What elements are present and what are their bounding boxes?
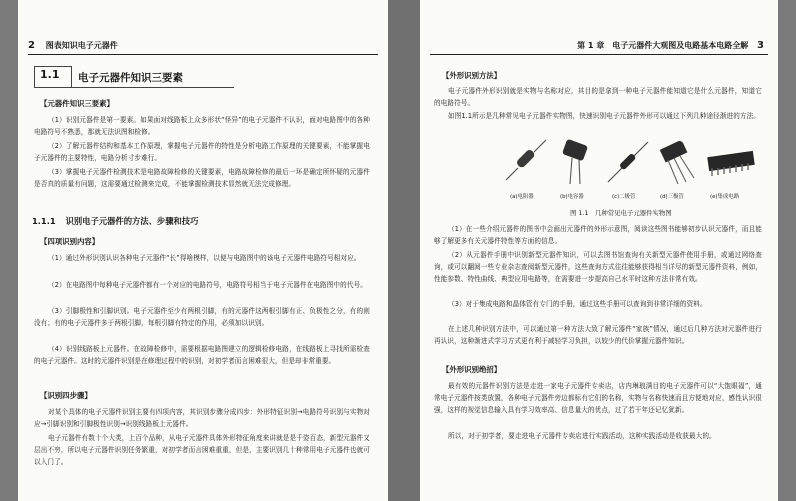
chapter-head: 第 1 章 电子元器件大观图及电路基本电路全解 xyxy=(577,41,749,50)
paragraph: （3）引脚极性和引脚识别。电子元器件至少有两根引脚，有的元器件这两根引脚有正、负极性之分，有的则没有；有的电子元器件多于两根引脚，每根引脚有特定的作用，必须加以识别。 xyxy=(34,307,370,327)
paragraph: （1）识别元器件是第一要素。如果面对线路板上众多形状“怪异”的电子元器件不认识，面对电路图中的各种电路符号不熟悉，那就无法识图和检修。 xyxy=(34,116,370,136)
paragraph: （1）在一些介绍元器件的图书中会画出元器件的外形示意图，阅读这些图书能够初步认识元器件，而且能够了解更多有关元器件特性等方面的信息。 xyxy=(434,225,762,245)
transistor-icon xyxy=(654,138,698,188)
subsection-number: 1.1.1 xyxy=(32,216,56,226)
diode-icon xyxy=(606,138,650,188)
header-rule xyxy=(28,54,378,55)
figure-caption-d: (d)三极管 xyxy=(660,194,684,200)
paragraph: 所以，对于初学者，要走进电子元器件专卖店进行实践活动，这种实践活动是收获最大的。 xyxy=(448,432,716,440)
box-heading-four-steps: 【识别四步骤】 xyxy=(40,391,92,400)
page-number: 2 xyxy=(28,40,35,51)
book-gutter xyxy=(388,0,420,501)
right-page xyxy=(420,0,778,501)
subsection-heading xyxy=(32,215,198,227)
figure-caption-c: (c)二极管 xyxy=(612,194,636,200)
paragraph: （1）通过外形识别认识各种电子元器件“长”得啥模样，以便与电路图中的该电子元器件电路符号相对应。 xyxy=(48,254,361,262)
paragraph: （4）识别线路板上元器件。在故障检修中，需要根据电路图建立的逻辑检修电路，在线路板上寻找所需检查的电子元器件。这时的元器件识别是在修理过程中的识别，对初学者而言困难很大，但是却非常重要。 xyxy=(34,345,370,365)
resistor-icon xyxy=(504,138,548,188)
running-head: 图表知识电子元器件 xyxy=(45,41,118,50)
left-page xyxy=(18,0,388,501)
figure-caption-a: (a)电阻器 xyxy=(510,194,534,200)
paragraph: （2）从元器件手册中识别新型元器件知识，可以去图书馆查询有关新型元器件使用手册，或通过网络查询，或可以翻阅一些专业杂志查阅新型元器件，这些查询方式往往能够获得相当详尽的新型元器件资料，例如，性能参数、特性曲线、典型应用电路等，在需要进一步提高自己水平时这种方法非常有效。 xyxy=(434,251,762,283)
section-number: 1.1 xyxy=(40,68,60,81)
header-rule xyxy=(430,54,768,55)
box-heading-shape-tricks: 【外形识别绝招】 xyxy=(442,365,502,374)
page-number: 3 xyxy=(757,40,764,51)
paragraph: （3）对于集成电路和晶体管有专门的手册，通过这些手册可以查询到非常详细的资料。 xyxy=(448,300,707,308)
section-title: 电子元器件知识三要素 xyxy=(78,72,183,84)
right-page-header xyxy=(577,40,764,51)
figure-title: 图 1.1 几种常见电子元器件实物图 xyxy=(570,209,672,217)
subsection-title: 识别电子元器件的方法、步骤和技巧 xyxy=(65,216,199,226)
section-underline xyxy=(34,87,234,88)
paragraph: 最有效的元器件识别方法是走进一家电子元器件专卖店，店内琳琅满目的电子元器件可以“大饱眼福”，通常电子元器件按类放置，各种电子元器件旁边都标有它们的名称，实物与名称快速而且方便地对应，感性认识很强，这样的视觉信息输入具有学习效率高、信息量大的优点，过了若干年还记忆犹新。 xyxy=(434,382,762,414)
paragraph: （2）在电路图中每种电子元器件都有一个对应的电路符号，电路符号相当于电子元器件在电路图中的代号。 xyxy=(48,281,367,289)
paragraph: 在上述几种识别方法中，可以通过第一种方法大致了解元器件“家族”情况，通过后几种方法对元器件进行再认识，这种渐进式学习方式更有利于减轻学习负担，以较少的代价掌握元器件知识。 xyxy=(434,325,762,345)
paragraph: （2）了解元器件结构和基本工作原理，掌握电子元器件的特性是分析电路工作原理的关键要素，不能掌握电子元器件的主要特性，电路分析寸步难行。 xyxy=(34,142,370,162)
figure-caption-e: (e)集成电路 xyxy=(710,194,740,200)
capacitor-icon xyxy=(554,138,598,188)
paragraph: 电子元器件有数十个大类，上百个品种，从电子元器件具体外形特征角度来讲就是是千姿百态，新型元器件又层出不穷，所以电子元器件识别任务繁重，对初学者而言困难重重，但是，主要识别几十种常用电子元器件也就可以入门了。 xyxy=(34,434,370,466)
paragraph: 如图1.1所示是几种常见电子元器件实物图，快速识别电子元器件外形可以通过下列几种途径渐进的方法。 xyxy=(448,112,761,120)
box-heading-four-items: 【四项识别内容】 xyxy=(40,237,100,246)
figure-components xyxy=(504,138,762,210)
box-heading-three-elements: 【元器件知识三要素】 xyxy=(40,99,114,108)
paragraph: 对某个具体的电子元器件识别主要有四项内容，其识别步骤分成四步：外形特征识别→电路符号识别与实物对应→引脚识别和引脚极性识别→识别线路板上元器件。 xyxy=(34,408,370,428)
ic-icon xyxy=(704,138,762,188)
left-page-header xyxy=(28,40,118,51)
box-heading-shape-method: 【外形识别方法】 xyxy=(442,71,502,80)
figure-caption-b: (b)电容器 xyxy=(560,194,584,200)
paragraph: （3）掌握电子元器件检测技术是电路故障检修的关键要素，电路故障检修的最后一环是确定所怀疑的元器件是否真的质量有问题，这需要通过检测来完成，不能掌握检测技术显然就无法完成修理。 xyxy=(34,168,370,188)
paragraph: 电子元器件外形识别就是实物与名称对应，其目的是拿到一种电子元器件能知道它是什么元器件，知道它的电路符号。 xyxy=(434,87,762,107)
